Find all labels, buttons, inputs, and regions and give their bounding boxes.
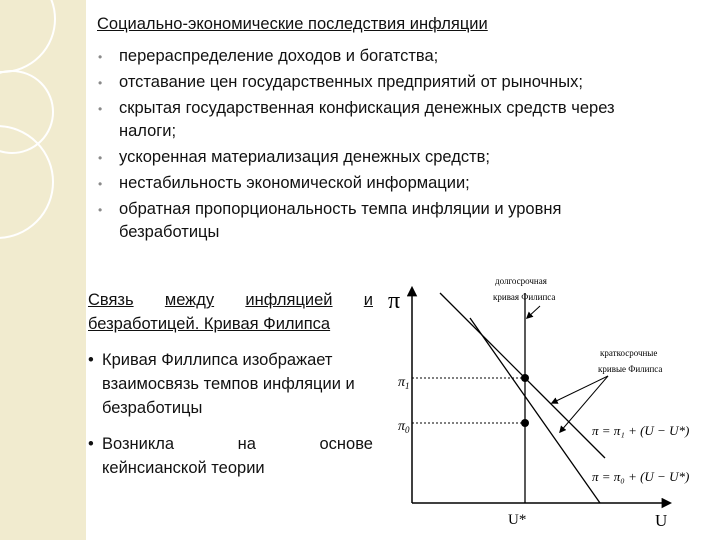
list-item: • ускоренная материализация денежных средств; [97,146,697,169]
list-item: • перераспределение доходов и богатства; [97,45,697,68]
consequences-list [97,45,697,247]
decorative-ring [0,0,56,73]
bullet-icon: • [88,435,94,453]
short-run-curve-lower [470,318,600,503]
list-item: • обратная пропорциональность темпа инфляции и уровня безработицы [98,200,562,241]
equilibrium-point-upper [521,374,529,382]
long-run-label: долгосрочная [495,276,547,286]
natural-rate-label: U* [508,512,527,528]
bullet-icon: • [98,76,103,90]
equation-pi1: π = π₁ + (U − U*) [592,423,690,438]
long-run-label: кривая Филипса [493,292,556,302]
pi1-label: $\pi_1$ [398,375,410,391]
phillips-curve-diagram [380,268,720,540]
pi0-label: $\pi_0$ [398,419,410,435]
list-item: • нестабильность экономической информации; [97,172,697,195]
bullet-icon: • [98,50,103,64]
short-run-pointer [552,376,608,403]
bullet-icon: • [98,102,103,116]
long-run-pointer [527,306,540,318]
bullet-icon: • [98,151,103,165]
x-axis-symbol: U [655,511,668,530]
origin-description: • Возникла на основе кейнсианской теории [88,432,373,480]
equilibrium-point-lower [521,419,529,427]
section-heading: Связь между инфляцией и безработицей. Кривая Филипса [88,291,373,333]
decorative-band [0,0,86,540]
list-item: • скрытая государственная конфискация денежных средств через налоги; [98,99,615,140]
bullet-icon: • [88,351,94,369]
y-axis-symbol: π [388,288,401,314]
short-run-label: краткосрочные [600,348,658,358]
list-item: • отставание цен государственных предприятий от рыночных; [97,71,697,94]
slide-title: Социально-экономические последствия инфляции [97,15,488,33]
bullet-icon: • [98,203,103,217]
bullet-icon: • [98,177,103,191]
decorative-ring [0,125,54,239]
short-run-label: кривые Филипса [598,364,663,374]
phillips-description: • Кривая Филлипса изображает взаимосвязь темпов инфляции и безработицы [88,348,373,420]
equation-pi0: π = π₀ + (U − U*) [592,469,690,484]
